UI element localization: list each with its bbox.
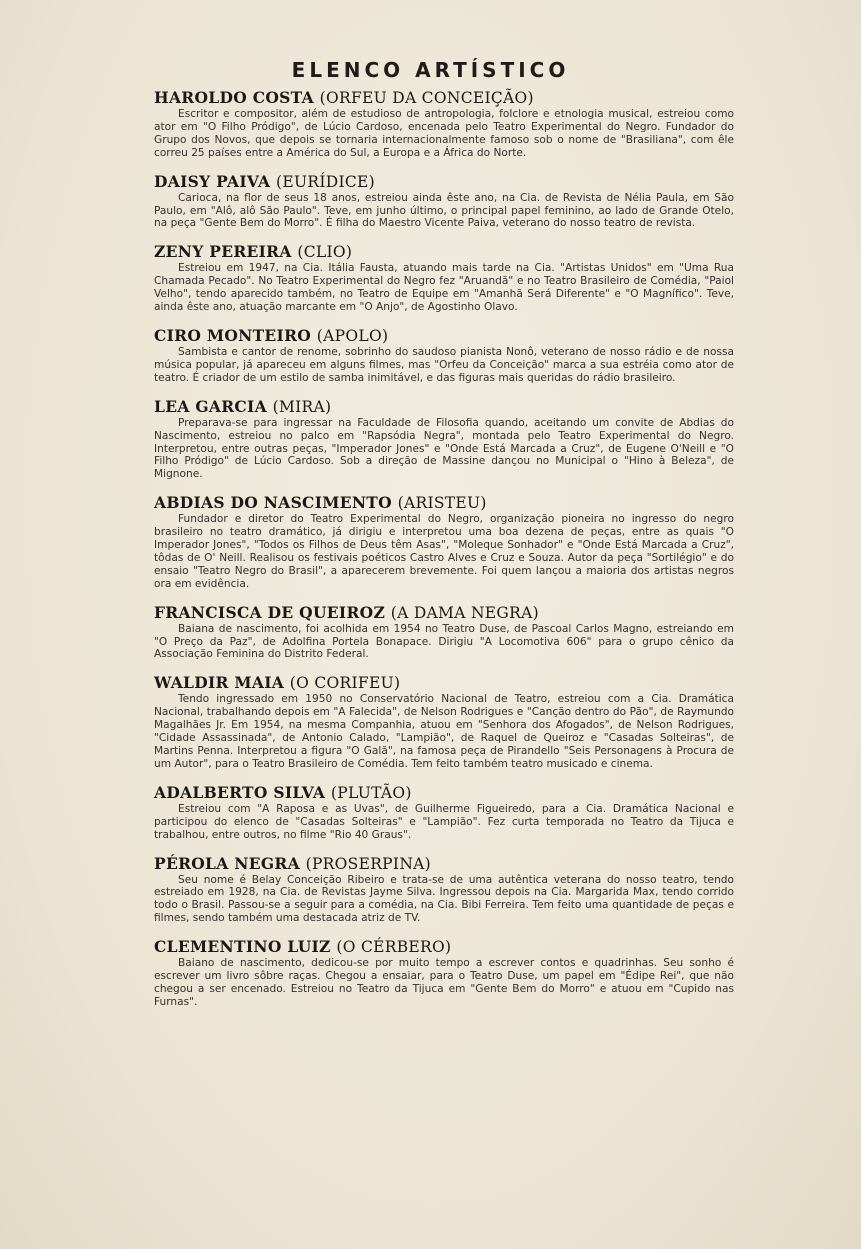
cast-heading [154, 783, 734, 802]
cast-bio [154, 192, 734, 231]
cast-name: LEA GARCIA [154, 396, 267, 416]
cast-bio [154, 874, 734, 926]
cast-bio [154, 803, 734, 842]
cast-name: ZENY PEREIRA [154, 242, 292, 262]
cast-entry [154, 326, 734, 385]
cast-name: FRANCISCA DE QUEIROZ [154, 602, 386, 622]
cast-bio-text: Escritor e compositor, além de estudioso de antropologia, folclore e etnologia musical, estreiou como ator em "O Filho Pródigo", de Lúcio Cardoso, encenada pelo Teatro Experimental do Negro. Fundador do Grupo dos Novos, que depois se tornaria internacionalmente famoso sob o nome de "Brasiliana", com êle correu 25 países entre a América do Sul, a Europa e a África do Norte. [154, 108, 734, 159]
cast-bio [154, 623, 734, 662]
cast-entry [154, 854, 734, 926]
cast-bio-text: Baiana de nascimento, foi acolhida em 1954 no Teatro Duse, de Pascoal Carlos Magno, estreiando em "O Preço da Paz", de Adolfina Portela Bonapace. Dirigiu "A Locomotiva 606" para o grupo cênico da Associação Feminina do Distrito Federal. [154, 622, 734, 661]
cast-role: (PLUTÃO) [330, 783, 412, 802]
cast-heading [154, 172, 734, 191]
cast-bio-text: Preparava-se para ingressar na Faculdade de Filosofia quando, aceitando um convite de Abdias do Nascimento, estreiou no palco em "Rapsódia Negra", montada pelo Teatro Experimental do Negro. Interpretou, entre outras peças, "Imperador Jones" e "Onde Está Marcada a Cruz", de Eugene O'Neill e "O Filho Pródigo" de Lúcio Cardoso. Sob a direção de Massine dançou no Municipal o "Hino à Beleza", de Mignone. [154, 416, 734, 481]
cast-bio-text: Baiano de nascimento, dedicou-se por muito tempo a escrever contos e quadrinhas. Seu sonho é escrever um livro sôbre raças. Chegou a ensaiar, para o Teatro Duse, um papel em "Édipe Rei", que não chegou a ser encenado. Estreiou no Teatro da Tijuca em "Gente Bem do Morro" e atuou em "Cupido nas Furnas". [154, 957, 734, 1008]
cast-role: (APOLO) [316, 326, 389, 345]
cast-entry [154, 783, 734, 842]
cast-role: (CLIO) [297, 243, 353, 262]
cast-name: ABDIAS DO NASCIMENTO [154, 493, 392, 513]
cast-bio [154, 108, 734, 160]
cast-name: HAROLDO COSTA [154, 88, 314, 107]
cast-list [154, 88, 734, 1021]
cast-name: DAISY PAIVA [154, 171, 271, 191]
cast-role: (ARISTEU) [397, 494, 487, 513]
cast-heading [154, 88, 734, 107]
cast-entry [154, 172, 734, 231]
cast-bio [154, 417, 734, 482]
cast-role: (ORFEU DA CONCEIÇÃO) [319, 89, 534, 107]
cast-heading [154, 326, 734, 345]
cast-heading [154, 673, 734, 692]
cast-name: CLEMENTINO LUIZ [154, 937, 331, 957]
cast-bio-text: Seu nome é Belay Conceição Ribeiro e trata-se de uma autêntica veterana do nosso teatro, tendo estreiado em 1928, na Cia. de Revistas Jayme Silva. Ingressou depois na Cia. Margarida Max, tendo corrido todo o Brasil. Passou-se a seguir para a comédia, na Cia. Bibi Ferreira. Tem feito uma quantidade de peças e filmes, sendo também uma destacada atriz de TV. [154, 873, 734, 925]
cast-entry [154, 242, 734, 314]
cast-bio-text: Estreiou em 1947, na Cia. Itália Fausta, atuando mais tarde na Cia. "Artistas Unidos" em "Uma Rua Chamada Pecado". No Teatro Experimental do Negro fez "Aruandã" e no Teatro Brasileiro de Comédia, "Paiol Velho", tendo aparecido também, no Teatro de Equipe em "Amanhã Será Diferente" e "O Magnífico". Teve, ainda êste ano, atuação marcante em "O Anjo", de Agostinho Olavo. [154, 262, 734, 314]
cast-role: (EURÍDICE) [276, 172, 376, 191]
cast-heading [154, 603, 734, 622]
cast-heading [154, 937, 734, 956]
cast-bio-text: Tendo ingressado em 1950 no Conservatório Nacional de Teatro, estreiou com a Cia. Dramática Nacional, trabalhando depois em "A Falecida", de Nelson Rodrigues e "Canção dentro do Pão", de Raymundo Magalhães Jr. Em 1954, na mesma Companhia, atuou em "Senhora dos Afogados", de Nelson Rodrigues, "Cidade Assassinada", de Antonio Calado, "Lampião", de Raquel de Queiroz e "Casadas Solteiras", de Martins Penna. Interpretou a figura "O Galã", na famosa peça de Pirandello "Seis Personagens à Procura de um Autor", para o Teatro Brasileiro de Comédia. Tem feito também teatro musicado e cinema. [154, 693, 734, 770]
page-title: ELENCO ARTÍSTICO [291, 58, 570, 82]
cast-entry [154, 88, 734, 160]
cast-role: (A DAMA NEGRA) [390, 603, 539, 622]
cast-name: PÉROLA NEGRA [154, 853, 300, 873]
cast-entry [154, 603, 734, 662]
cast-role: (PROSERPINA) [305, 854, 432, 873]
cast-entry [154, 493, 734, 590]
cast-bio-text: Fundador e diretor do Teatro Experimental do Negro, organização pioneira no ingresso do negro brasileiro no teatro dramático, já dirigiu e interpretou uma boa dezena de peças, entre as quais "O Imperador Jones", "Todos os Filhos de Deus têm Asas", "Moleque Sonhador" e "Onde Está Marcada a Cruz", tôdas de O' Neill. Realisou os festivais poéticos Castro Alves e Cruz e Souza. Autor da peça "Sortilégio" e do ensaio "Teatro Negro do Brasil", a aparecerem brevemente. Foi quem lançou a maioria dos artistas negros ora em evidência. [154, 513, 734, 590]
cast-bio [154, 262, 734, 314]
cast-bio [154, 693, 734, 770]
cast-entry [154, 937, 734, 1009]
cast-entry [154, 673, 734, 770]
cast-heading [154, 854, 734, 873]
cast-bio [154, 513, 734, 590]
cast-bio [154, 957, 734, 1009]
cast-bio-text: Estreiou com "A Raposa e as Uvas", de Guilherme Figueiredo, para a Cia. Dramática Nacional e participou do elenco de "Casadas Solteiras" e "Lampião". Fez curta temporada no Teatro da Tijuca e trabalhou, entre outros, no filme "Rio 40 Graus". [154, 802, 734, 841]
cast-entry [154, 397, 734, 482]
cast-role: (MIRA) [272, 397, 332, 416]
cast-heading [154, 242, 734, 261]
cast-bio-text: Carioca, na flor de seus 18 anos, estreiou ainda êste ano, na Cia. de Revista de Nélia Paula, em São Paulo, em "Alô, alô São Paulo". Teve, em junho último, o principal papel feminino, ao lado de Grande Otelo, na peça "Gente Bem do Morro". É filha do Maestro Vicente Paiva, veterano do nosso teatro de revista. [154, 191, 734, 230]
cast-bio [154, 346, 734, 385]
cast-bio-text: Sambista e cantor de renome, sobrinho do saudoso pianista Nonô, veterano de nosso rádio e de nossa música popular, já apareceu em alguns filmes, mas "Orfeu da Conceição" marca a sua estréia como ator de teatro. É criador de um estilo de samba inimitável, e das figuras mais queridas do rádio brasileiro. [154, 345, 734, 384]
cast-name: WALDIR MAIA [154, 673, 285, 693]
cast-heading [154, 397, 734, 416]
cast-role: (O CORIFEU) [289, 674, 401, 693]
cast-name: ADALBERTO SILVA [154, 782, 326, 802]
cast-heading [154, 493, 734, 512]
cast-role: (O CÉRBERO) [336, 938, 452, 957]
cast-name: CIRO MONTEIRO [154, 325, 312, 345]
